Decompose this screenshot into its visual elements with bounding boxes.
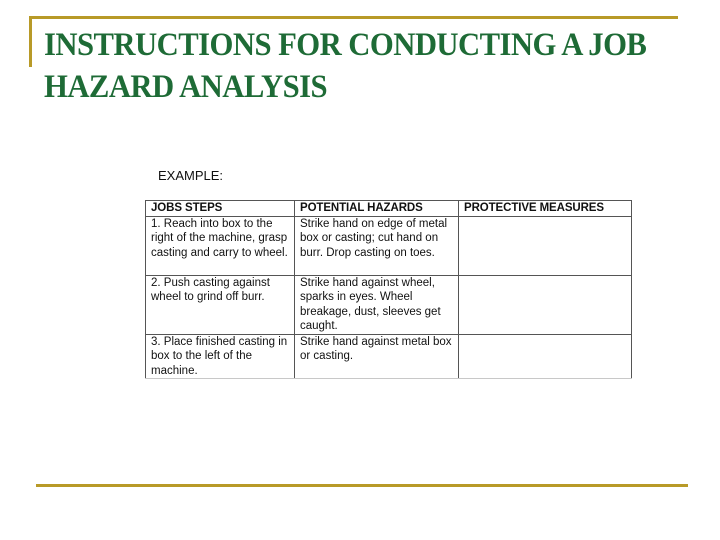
table-row xyxy=(146,275,632,334)
hazard-cell: Strike hand against metal box or casting. xyxy=(295,334,459,379)
header-potential-hazards: POTENTIAL HAZARDS xyxy=(295,201,459,217)
header-protective-measures: PROTECTIVE MEASURES xyxy=(459,201,632,217)
top-accent-rule xyxy=(29,16,678,19)
measure-cell xyxy=(459,216,632,275)
slide-title: INSTRUCTIONS FOR CONDUCTING A JOB HAZARD ANALYSIS xyxy=(44,27,647,105)
hazard-cell: Strike hand against wheel, sparks in eyes. Wheel breakage, dust, sleeves get caught. xyxy=(295,275,459,334)
table-header-row xyxy=(146,201,632,217)
hazard-cell: Strike hand on edge of metal box or casting; cut hand on burr. Drop casting on toes. xyxy=(295,216,459,275)
job-step-cell: 3. Place finished casting in box to the left of the machine. xyxy=(146,334,295,379)
job-hazard-analysis-table xyxy=(145,200,632,379)
table-row xyxy=(146,216,632,275)
header-job-steps: JOBS STEPS xyxy=(146,201,295,217)
job-step-cell: 1. Reach into box to the right of the machine, grasp casting and carry to wheel. xyxy=(146,216,295,275)
job-step-cell: 2. Push casting against wheel to grind off burr. xyxy=(146,275,295,334)
measure-cell xyxy=(459,275,632,334)
table-row xyxy=(146,334,632,379)
measure-cell xyxy=(459,334,632,379)
left-accent-rule xyxy=(29,16,32,67)
bottom-accent-rule xyxy=(36,484,688,487)
example-label: EXAMPLE: xyxy=(158,168,224,183)
